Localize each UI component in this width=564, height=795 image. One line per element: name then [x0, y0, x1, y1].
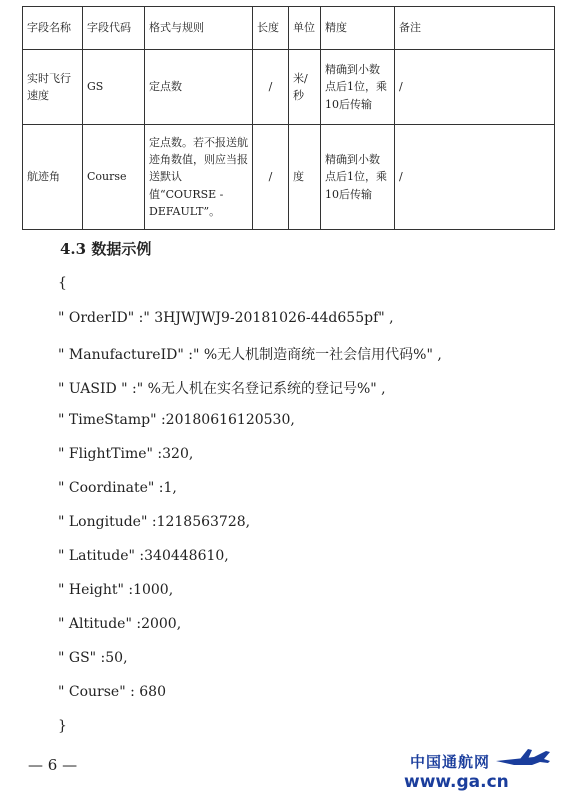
- code-line: {: [58, 275, 67, 291]
- header-precision: 精度: [321, 7, 395, 50]
- header-field-code: 字段代码: [83, 7, 145, 50]
- header-field-name: 字段名称: [23, 7, 83, 50]
- table-row: [23, 125, 555, 230]
- code-line: }: [58, 718, 67, 734]
- cell-name: 实时飞行速度: [23, 50, 83, 125]
- header-note: 备注: [395, 7, 555, 50]
- header-length: 长度: [253, 7, 289, 50]
- logo-text-cn: 中国通航网: [410, 753, 491, 771]
- cell-code: GS: [83, 50, 145, 125]
- cell-name: 航迹角: [23, 125, 83, 230]
- code-line: " Course" : 680: [58, 684, 166, 700]
- code-line: " ManufactureID" :" %无人机制造商统一社会信用代码%" ,: [58, 347, 442, 363]
- cell-unit: 度: [289, 125, 321, 230]
- watermark-logo: [384, 745, 564, 795]
- airplane-icon: [494, 747, 552, 773]
- table-header-row: [23, 7, 555, 50]
- code-line: " FlightTime" :320,: [58, 446, 194, 462]
- section-title: 4.3 数据示例: [60, 240, 152, 258]
- code-line: " OrderID" :" 3HJWJWJ9-20181026-44d655pf" ,: [58, 310, 394, 326]
- code-line: " GS" :50,: [58, 650, 128, 666]
- cell-length: /: [253, 125, 289, 230]
- code-line: " Longitude" :1218563728,: [58, 514, 251, 530]
- code-line: " UASID " :" %无人机在实名登记系统的登记号%" ,: [58, 381, 386, 397]
- header-format: 格式与规则: [145, 7, 253, 50]
- cell-note: /: [395, 50, 555, 125]
- logo-url: www.ga.cn: [404, 772, 509, 792]
- table-row: [23, 50, 555, 125]
- code-line: " Coordinate" :1,: [58, 480, 177, 496]
- code-line: " Altitude" :2000,: [58, 616, 182, 632]
- cell-unit: 米/秒: [289, 50, 321, 125]
- cell-format: 定点数。若不报送航迹角数值，则应当报送默认值“COURSE - DEFAULT”。: [145, 125, 253, 230]
- code-line: " Height" :1000,: [58, 582, 174, 598]
- cell-length: /: [253, 50, 289, 125]
- header-unit: 单位: [289, 7, 321, 50]
- cell-format: 定点数: [145, 50, 253, 125]
- cell-code: Course: [83, 125, 145, 230]
- field-spec-table: [22, 6, 555, 230]
- cell-precision: 精确到小数点后1位，乘10后传输: [321, 125, 395, 230]
- code-line: " TimeStamp" :20180616120530,: [58, 412, 295, 428]
- page-number: — 6 —: [28, 756, 78, 774]
- cell-precision: 精确到小数点后1位，乘10后传输: [321, 50, 395, 125]
- cell-note: /: [395, 125, 555, 230]
- code-line: " Latitude" :340448610,: [58, 548, 229, 564]
